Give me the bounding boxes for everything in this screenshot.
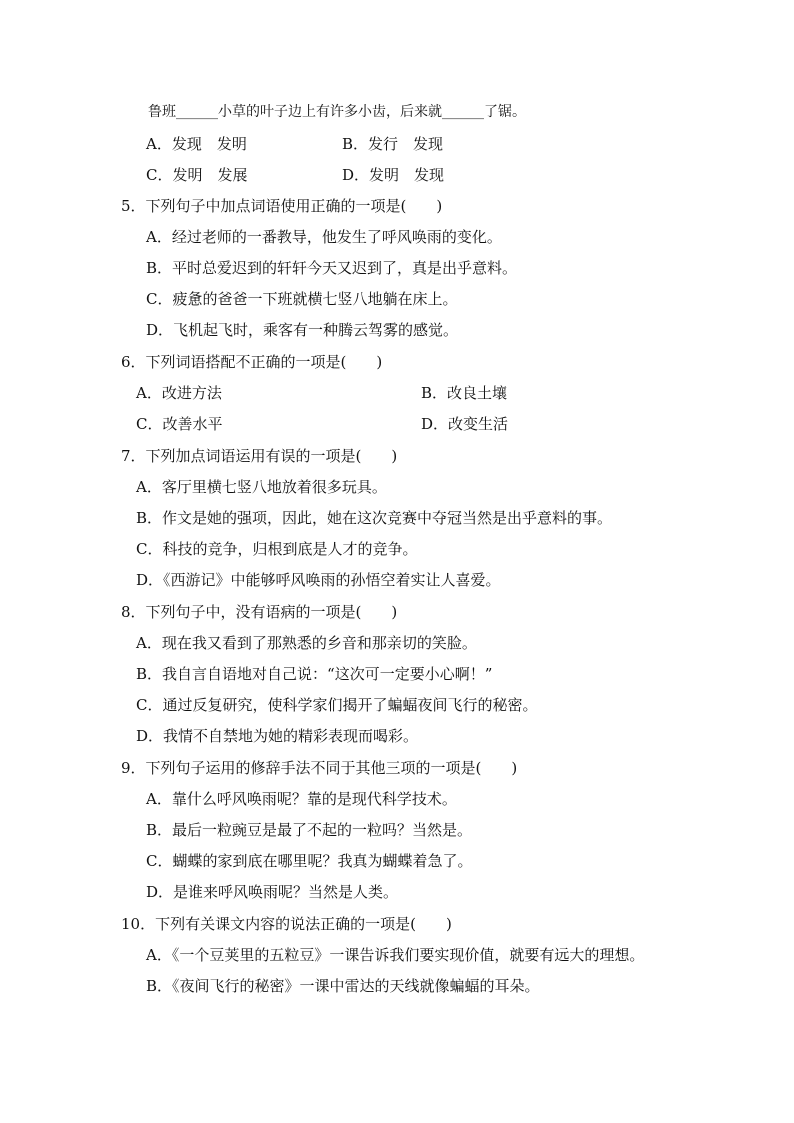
- q4-sentence: 鲁班______小草的叶子边上有许多小齿，后来就______了锯。: [148, 104, 526, 120]
- q8-stem: 8．下列句子中，没有语病的一项是( ): [121, 603, 398, 621]
- q5-option-b: B．平时总爱迟到的轩轩今天又迟到了，真是出乎意料。: [146, 259, 518, 277]
- q5-option-d: D．飞机起飞时，乘客有一种腾云驾雾的感觉。: [146, 321, 459, 339]
- q10-option-b: B．《夜间飞行的秘密》一课中雷达的天线就像蝙蝠的耳朵。: [146, 977, 540, 995]
- q9-option-d: D．是谁来呼风唤雨呢？当然是人类。: [146, 883, 399, 901]
- q5-option-a: A．经过老师的一番教导，他发生了呼风唤雨的变化。: [146, 228, 502, 246]
- q7-option-a: A．客厅里横七竖八地放着很多玩具。: [136, 478, 387, 496]
- q9-option-a: A．靠什么呼风唤雨呢？靠的是现代科学技术。: [146, 790, 457, 808]
- q7-option-b: B．作文是她的强项，因此，她在这次竞赛中夺冠当然是出乎意料的事。: [136, 509, 613, 527]
- q10-stem: 10．下列有关课文内容的说法正确的一项是( ): [121, 915, 452, 933]
- q6-option-b: B．改良土壤: [421, 384, 508, 402]
- q8-option-b: B．我自言自语地对自己说：“这次可一定要小心啊！”: [136, 665, 493, 683]
- q4-option-a: A．发现 发明: [146, 135, 247, 153]
- q9-stem: 9．下列句子运用的修辞手法不同于其他三项的一项是( ): [121, 759, 518, 777]
- q8-option-c: C．通过反复研究，使科学家们揭开了蝙蝠夜间飞行的秘密。: [136, 696, 538, 714]
- q7-stem: 7．下列加点词语运用有误的一项是( ): [121, 447, 398, 465]
- q5-option-c: C．疲惫的爸爸一下班就横七竖八地躺在床上。: [146, 290, 458, 308]
- q9-option-b: B．最后一粒豌豆是最了不起的一粒吗？当然是。: [146, 821, 473, 839]
- q8-option-a: A．现在我又看到了那熟悉的乡音和那亲切的笑脸。: [136, 634, 477, 652]
- q5-stem: 5．下列句子中加点词语使用正确的一项是( ): [121, 197, 443, 215]
- q8-option-d: D．我情不自禁地为她的精彩表现而喝彩。: [136, 727, 419, 745]
- q10-option-a: A．《一个豆荚里的五粒豆》一课告诉我们要实现价值，就要有远大的理想。: [146, 946, 645, 964]
- q6-option-a: A．改进方法: [136, 384, 222, 402]
- q4-option-c: C．发明 发展: [146, 166, 248, 184]
- q4-option-d: D．发明 发现: [342, 166, 445, 184]
- q6-option-c: C．改善水平: [136, 415, 223, 433]
- q6-option-d: D．改变生活: [421, 415, 509, 433]
- q7-option-c: C．科技的竞争，归根到底是人才的竞争。: [136, 540, 418, 558]
- q4-option-b: B．发行 发现: [342, 135, 444, 153]
- q6-stem: 6．下列词语搭配不正确的一项是( ): [121, 353, 383, 371]
- q9-option-c: C．蝴蝶的家到底在哪里呢？我真为蝴蝶着急了。: [146, 852, 473, 870]
- q7-option-d: D．《西游记》中能够呼风唤雨的孙悟空着实让人喜爱。: [136, 571, 501, 589]
